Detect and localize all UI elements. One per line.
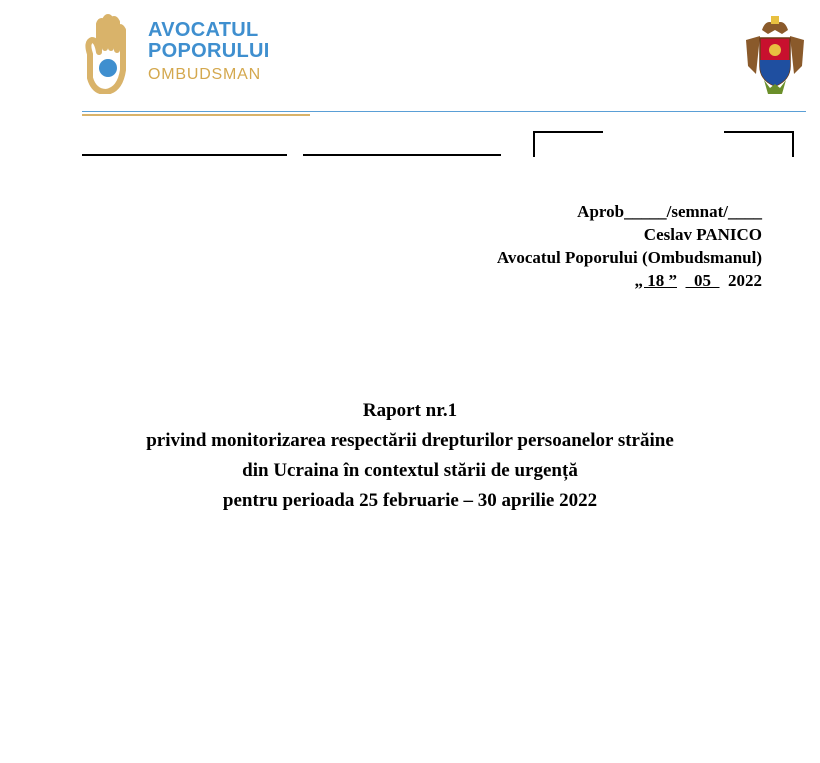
header-rule-blue <box>82 111 806 112</box>
corner-bracket-right <box>724 131 794 157</box>
title-line-3: din Ucraina în contextul stării de urgență <box>242 460 578 481</box>
approver-name: Ceslav PANICO <box>643 225 762 244</box>
ombudsman-logo <box>80 12 280 94</box>
logo-text-avocatul: AVOCATUL <box>148 19 259 41</box>
title-line-2: privind monitorizarea respectării drepturilor persoanelor străine <box>146 430 674 451</box>
title-line-1: Raport nr.1 <box>362 400 458 421</box>
logo-text-ombudsman: OMBUDSMAN <box>148 66 261 83</box>
blank-line-2 <box>303 154 501 156</box>
approval-block <box>497 200 762 292</box>
approval-date <box>497 269 762 292</box>
report-title <box>0 396 820 516</box>
approval-line: Aprob_____/semnat/____ <box>577 202 762 221</box>
blank-line-1 <box>82 154 287 156</box>
date-month: 05 <box>694 271 711 290</box>
corner-bracket-left <box>533 131 603 157</box>
date-day: „ 18 ” <box>634 271 677 290</box>
logo-text-poporului: POPORULUI <box>148 40 270 62</box>
header-rule-gold <box>82 114 310 116</box>
approver-position: Avocatul Poporului (Ombudsmanul) <box>496 248 762 267</box>
date-year: 2022 <box>728 271 762 290</box>
moldova-coat-of-arms-icon <box>742 14 808 96</box>
title-line-4: pentru perioada 25 februarie – 30 aprilie 2022 <box>222 490 598 511</box>
hand-eye-icon <box>80 12 138 94</box>
